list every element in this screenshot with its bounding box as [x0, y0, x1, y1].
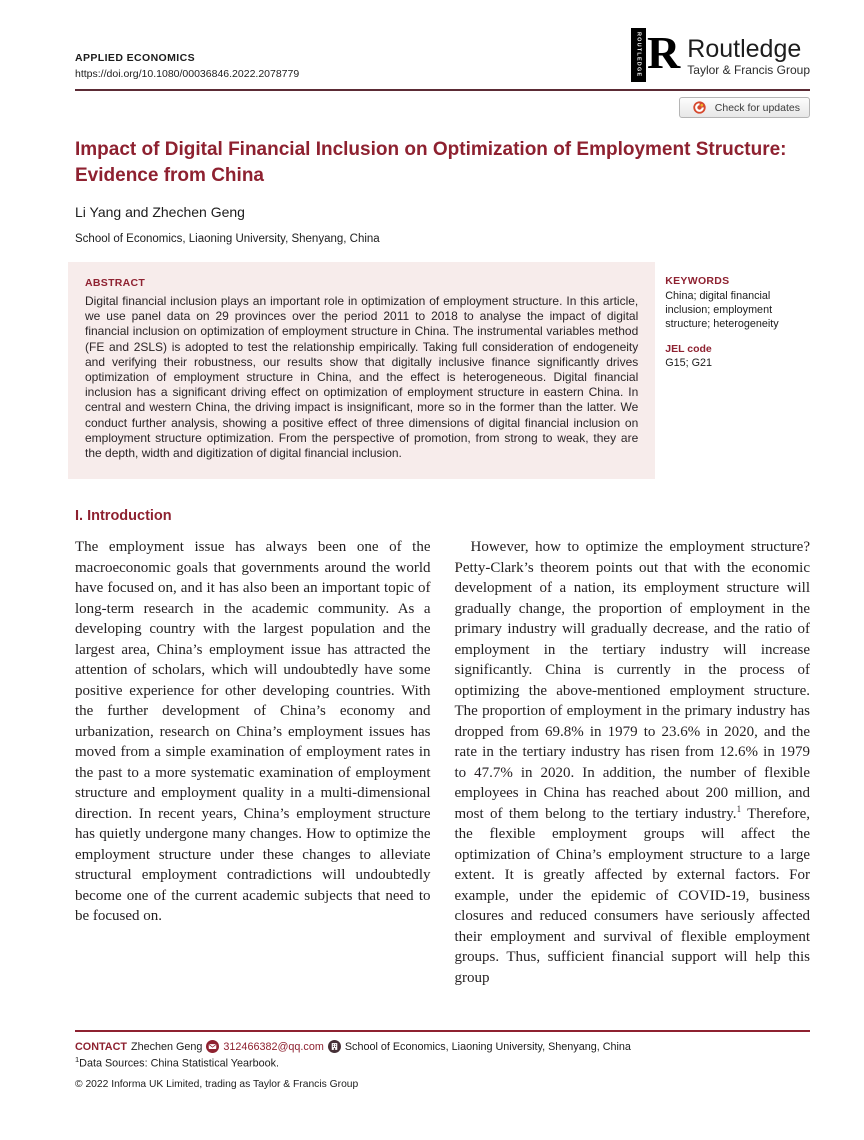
body-column-right: [455, 537, 811, 988]
footnote-text: Data Sources: China Statistical Yearbook.: [79, 1058, 280, 1070]
abstract-box: [68, 262, 655, 479]
footnote-marker: 1: [75, 1055, 80, 1065]
body-columns: [75, 537, 810, 988]
copyright-line: © 2022 Informa UK Limited, trading as Taylor & Francis Group: [75, 1079, 359, 1090]
page-footer: [75, 1030, 810, 1090]
check-for-updates-label: Check for updates: [714, 101, 800, 114]
jel-heading: JEL code: [665, 343, 712, 355]
abstract-heading: ABSTRACT: [85, 277, 146, 289]
email-icon: [206, 1040, 219, 1053]
footnote: [75, 1055, 810, 1070]
footer-rule: [75, 1030, 810, 1032]
contact-email-link[interactable]: 312466382@qq.com: [223, 1040, 324, 1053]
article-authors: Li Yang and Zhechen Geng: [75, 204, 245, 220]
journal-name: APPLIED ECONOMICS: [75, 52, 195, 64]
paragraph: The employment issue has always been one of the macroeconomic goals that governments around the world have focused on, and it has also been an important topic of long-term research in the academic community. As a developing country with the largest population and the largest area, China’s employment issue has attracted the attention of scholars, which will undoubtedly have some positive experience for other developing countries. With the further development of China’s economy and urbanization, research on China’s employment issues has moved from a simple examination of employment rates in the past to a more systematic examination of employment structure and employment quality in a multi-dimensional direction. In recent years, China’s employment structure has quietly undergone many changes. How to optimize the employment structure under these changes to alleviate structural employment contradictions will undoubtedly become one of the current academic subjects that need to be focused on.: [75, 539, 431, 925]
footnote-reference[interactable]: 1: [736, 803, 742, 814]
paragraph: [455, 537, 811, 988]
abstract-text: Digital financial inclusion plays an important role in optimization of employment structure. In this article, we use panel data on 29 provinces over the period 2011 to 2018 to analyse the impact of digital financial inclusion on optimization of employment structure in China. The instrumental variables method (FE and 2SLS) is adopted to test the relationship empirically. Taking full consideration of endogeneity and verifying their robustness, our results show that digitally inclusive finance significantly drives optimization of employment structure in China, and the effect is heterogeneous. Digital financial inclusion has a significant driving effect on optimization of employment structure in eastern China. In central and western China, the driving impact is insignificant, more so in the former than the latter. We conduct further analysis, showing a positive effect of three dimensions of digital financial inclusion on employment structure optimization. From the perspective of promotion, from strong to weak, they are the depth, width and digitization of digital financial inclusion.: [85, 294, 639, 461]
routledge-logo: [631, 28, 810, 82]
journal-info: [75, 52, 299, 82]
paragraph-text: However, how to optimize the employment structure? Petty-Clark’s theorem points out that with the economic development of a nation, its employment structure will gradually change, the proportion of employment in the primary industry will gradually decrease, and the ratio of employment in the tertiary industry will increase significantly. China is currently in the process of optimizing the above-mentioned employment structure. The proportion of employment in the primary industry has dropped from 69.8% in 1979 to 23.6% in 2020, and the rate in the tertiary industry has risen from 12.6% in 1979 to 47.7% in 2020. In addition, the number of flexible employees in China has reached about 200 million, and most of them belong to the tertiary industry.: [454, 539, 810, 822]
abstract-section: [68, 262, 810, 479]
check-for-updates-button[interactable]: [679, 97, 810, 118]
routledge-banner-text: ROUTLEDGE: [635, 32, 642, 78]
article-title: Impact of Digital Financial Inclusion on Optimization of Employment Structure: Evidence from China: [75, 139, 787, 186]
page-header: [75, 28, 810, 82]
routledge-banner-icon: [631, 28, 646, 82]
crossmark-icon: [693, 101, 706, 114]
contact-line: [75, 1040, 810, 1053]
keywords-sidebar: [665, 262, 810, 479]
header-rule: [75, 89, 810, 91]
doi-link[interactable]: https://doi.org/10.1080/00036846.2022.2078779: [75, 68, 300, 80]
body-column-left: [75, 537, 431, 988]
keywords-text: China; digital financial inclusion; employment structure; heterogeneity: [665, 290, 779, 330]
publisher-wordmark: [687, 28, 810, 77]
article-affiliation: School of Economics, Liaoning University, Shenyang, China: [75, 233, 380, 245]
section-heading-introduction: I. Introduction: [75, 508, 172, 525]
building-icon: [328, 1040, 341, 1053]
publisher-group: Taylor & Francis Group: [687, 63, 810, 77]
contact-name: Zhechen Geng: [130, 1040, 203, 1053]
contact-affiliation: School of Economics, Liaoning University, Shenyang, China: [344, 1040, 631, 1053]
paragraph-text: Therefore, the flexible employment groups will affect the optimization of China’s employment structure to a large extent. It is greatly affected by external factors. For example, under the epidemic of COVID-19, business closures and reduced consumers have seriously affected their employment and survival of flexible employment groups. Thus, sufficient financial support will help this group: [454, 805, 810, 986]
keywords-heading: KEYWORDS: [665, 275, 730, 287]
jel-text: G15; G21: [665, 357, 713, 369]
publisher-brand: Routledge: [687, 35, 802, 63]
routledge-r-icon: R: [647, 27, 681, 78]
contact-label: CONTACT: [75, 1040, 127, 1053]
